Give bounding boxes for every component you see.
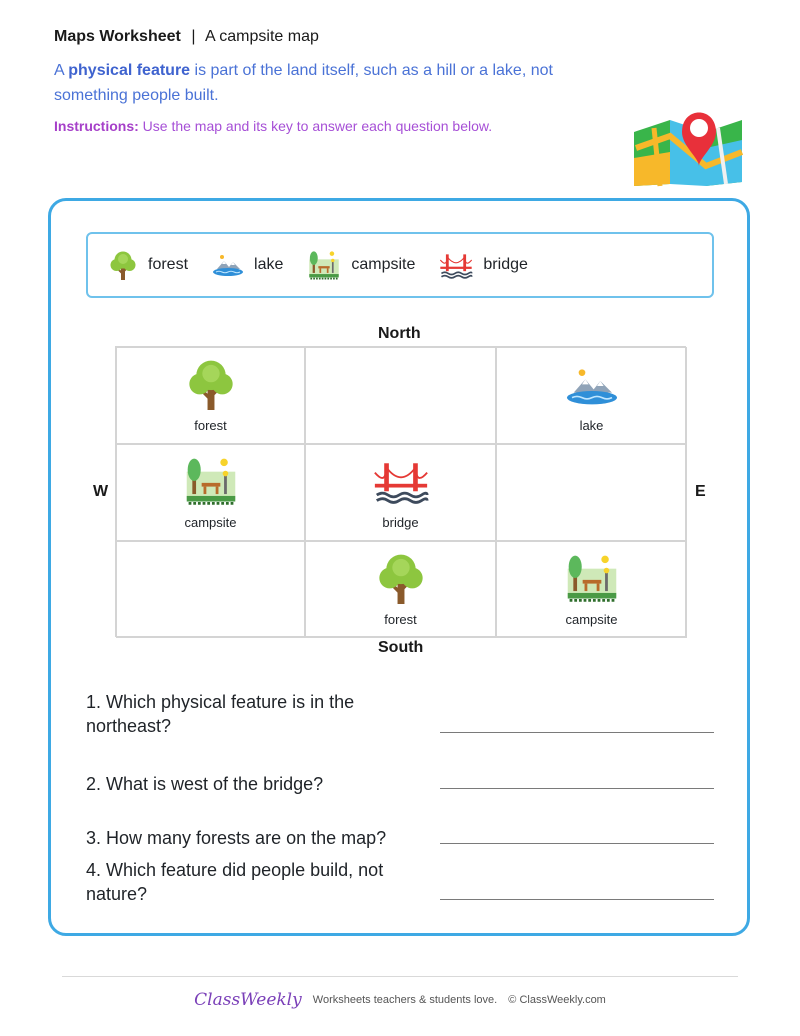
grid-cell-northwest	[116, 347, 305, 444]
answer-line-3[interactable]	[440, 843, 714, 844]
cell-label: forest	[384, 612, 417, 627]
grid-cell-northeast	[496, 347, 687, 444]
lake-icon	[565, 366, 619, 406]
grid-cell-south	[305, 541, 496, 638]
cell-label: lake	[579, 418, 604, 433]
page-title	[54, 26, 614, 48]
grid-cell-north	[305, 347, 496, 444]
instructions-text: Use the map and its key to answer each question below.	[142, 118, 493, 134]
definition-text	[54, 58, 594, 108]
definition-start: A	[54, 62, 64, 79]
folded-map-icon	[630, 88, 746, 188]
instructions	[54, 118, 614, 134]
question-3: 3. How many forests are on the map?	[86, 828, 387, 848]
key-label-lake: lake	[254, 256, 284, 273]
tree-icon	[375, 550, 427, 606]
answer-line-1[interactable]	[440, 732, 714, 733]
grid-cell-center	[305, 444, 496, 541]
definition-term: physical feature	[68, 62, 191, 79]
instructions-label: Instructions:	[54, 118, 139, 134]
key-label-forest: forest	[148, 256, 189, 273]
cell-label: bridge	[382, 515, 419, 530]
grid-cell-east	[496, 444, 687, 541]
title-bold: Maps Worksheet	[54, 28, 181, 45]
grid-cell-west	[116, 444, 305, 541]
map-grid	[115, 346, 686, 637]
lake-icon	[212, 253, 244, 277]
answer-line-4[interactable]	[440, 899, 714, 900]
campsite-icon	[183, 453, 239, 509]
worksheet-header	[54, 26, 614, 134]
compass-south: South	[378, 639, 424, 656]
grid-cell-southwest	[116, 541, 305, 638]
cell-label: campsite	[184, 515, 237, 530]
grid-cell-southeast	[496, 541, 687, 638]
key-label-campsite: campsite	[351, 256, 416, 273]
definition-rest: is part of the land itself, such as a hill or a lake, not something people built.	[54, 62, 553, 104]
footer-divider	[62, 976, 738, 977]
cell-label: forest	[194, 418, 227, 433]
brand-logo: ClassWeekly	[194, 990, 302, 1010]
footer	[0, 990, 800, 1010]
title-separator: |	[191, 28, 196, 45]
key-item-forest	[108, 249, 188, 281]
campsite-icon	[564, 550, 620, 606]
key-item-bridge	[439, 251, 527, 279]
answer-line-2[interactable]	[440, 788, 714, 789]
key-item-lake	[212, 253, 283, 277]
question-4: 4. Which feature did people build, not nature?	[86, 860, 384, 904]
tree-icon	[185, 356, 237, 412]
key-label-bridge: bridge	[483, 256, 528, 273]
compass-west: W	[93, 483, 109, 500]
title-rest: A campsite map	[205, 28, 319, 45]
campsite-icon	[307, 248, 341, 282]
question-2: 2. What is west of the bridge?	[86, 774, 324, 794]
tree-icon	[108, 249, 138, 281]
bridge-icon	[439, 251, 473, 279]
bridge-icon	[373, 457, 429, 505]
cell-label: campsite	[565, 612, 618, 627]
compass-north: North	[378, 325, 421, 342]
map-key	[86, 232, 714, 298]
question-1: 1. Which physical feature is in the northeast?	[86, 692, 355, 736]
footer-tagline: Worksheets teachers & students love.	[312, 994, 498, 1006]
compass-east: E	[695, 483, 706, 500]
key-item-campsite	[307, 248, 415, 282]
footer-copyright: © ClassWeekly.com	[508, 994, 606, 1006]
